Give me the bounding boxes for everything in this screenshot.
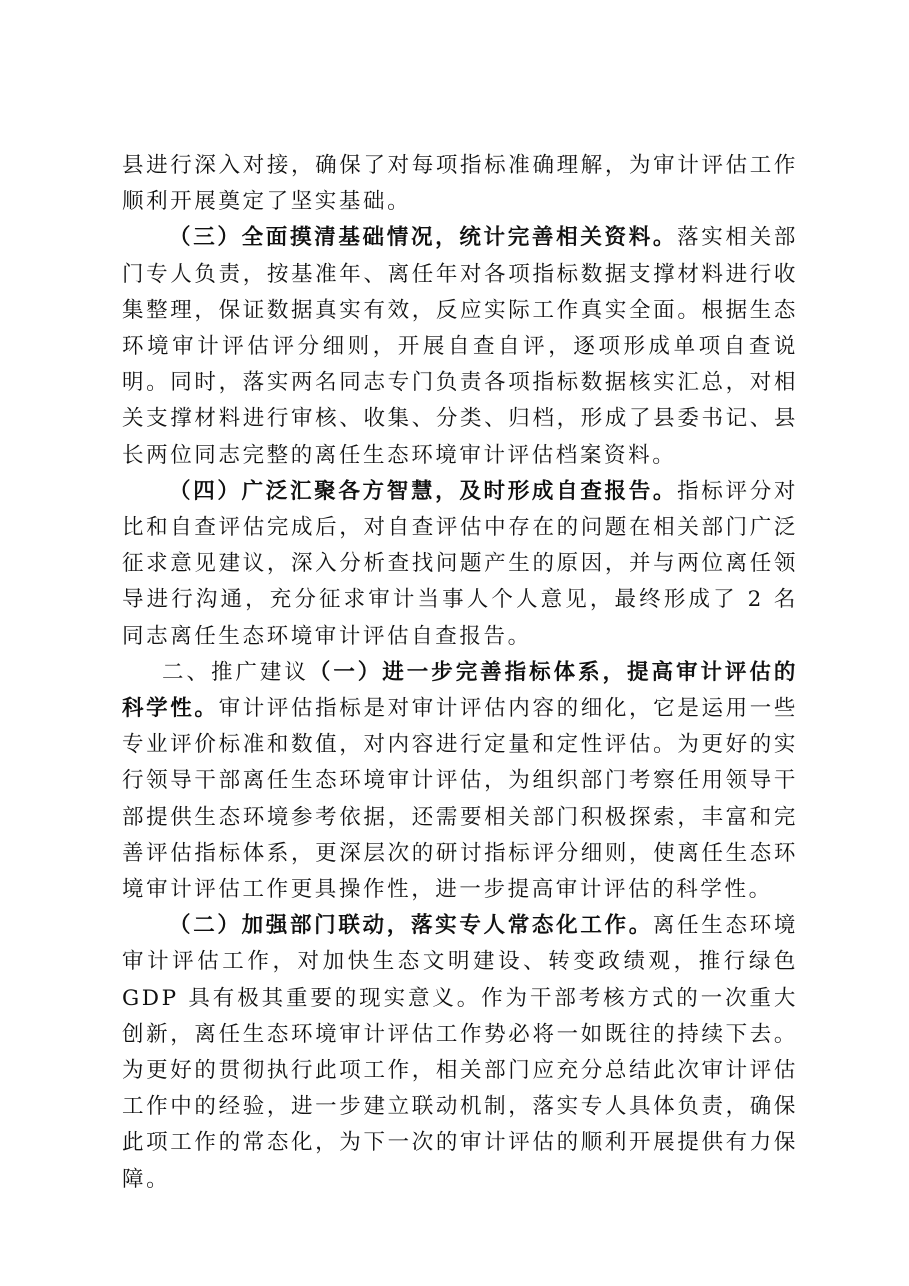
- paragraph-section-three: [122, 220, 798, 473]
- paragraph-recommendations: [122, 655, 798, 908]
- section-heading: （二）加强部门联动，落实专人常态化工作。: [169, 913, 653, 939]
- section-heading: （四）广泛汇聚各方智慧，及时形成自查报告。: [169, 478, 678, 504]
- paragraph-body: 审计评估指标是对审计评估内容的细化，它是运用一些专业评价标准和数值，对内容进行定量和定性评估。为更好的实行领导干部离任生态环境审计评估，为组织部门考察任用领导干部提供生态环境参考依据，还需要相关部门积极探索，丰富和完善评估指标体系，更深层次的研讨指标评分细则，使离任生态环境审计评估工作更具操作性，进一步提高审计评估的科学性。: [122, 696, 798, 903]
- paragraph-continuation: [122, 148, 798, 220]
- paragraph-section-four: [122, 474, 798, 655]
- section-heading: （一）进一步完善指标体系，提高审计评估的科学性。: [122, 659, 798, 722]
- paragraph-body: 县进行深入对接，确保了对每项指标准确理解，为审计评估工作顺利开展奠定了坚实基础。: [122, 153, 798, 215]
- paragraph-body: 落实相关部门专人负责，按基准年、离任年对各项指标数据支撑材料进行收集整理，保证数据真实有效，反应实际工作真实全面。根据生态环境审计评估评分细则，开展自查自评，逐项形成单项自查说明。同时，落实两名同志专门负责各项指标数据核实汇总，对相关支撑材料进行审核、收集、分类、归档，形成了县委书记、县长两位同志完整的离任生态环境审计评估档案资料。: [122, 225, 798, 468]
- section-heading: （三）全面摸清基础情况，统计完善相关资料。: [169, 225, 678, 251]
- document-body: [122, 148, 798, 1198]
- paragraph-body: 指标评分对比和自查评估完成后，对自查评估中存在的问题在相关部门广泛征求意见建议，深入分析查找问题产生的原因，并与两位离任领导进行沟通，充分征求审计当事人个人意见，最终形成了 2 名同志离任生态环境审计评估自查报告。: [122, 478, 798, 649]
- chapter-lead: 二、推广建议: [162, 659, 309, 685]
- paragraph-section-two: [122, 908, 798, 1198]
- paragraph-body: 离任生态环境审计评估工作，对加快生态文明建设、转变政绩观，推行绿色 GDP 具有极其重要的现实意义。作为干部考核方式的一次重大创新，离任生态环境审计评估工作势必将一如既往的持续下去。为更好的贯彻执行此项工作，相关部门应充分总结此次审计评估工作中的经验，进一步建立联动机制，落实专人具体负责，确保此项工作的常态化，为下一次的审计评估的顺利开展提供有力保障。: [122, 913, 798, 1192]
